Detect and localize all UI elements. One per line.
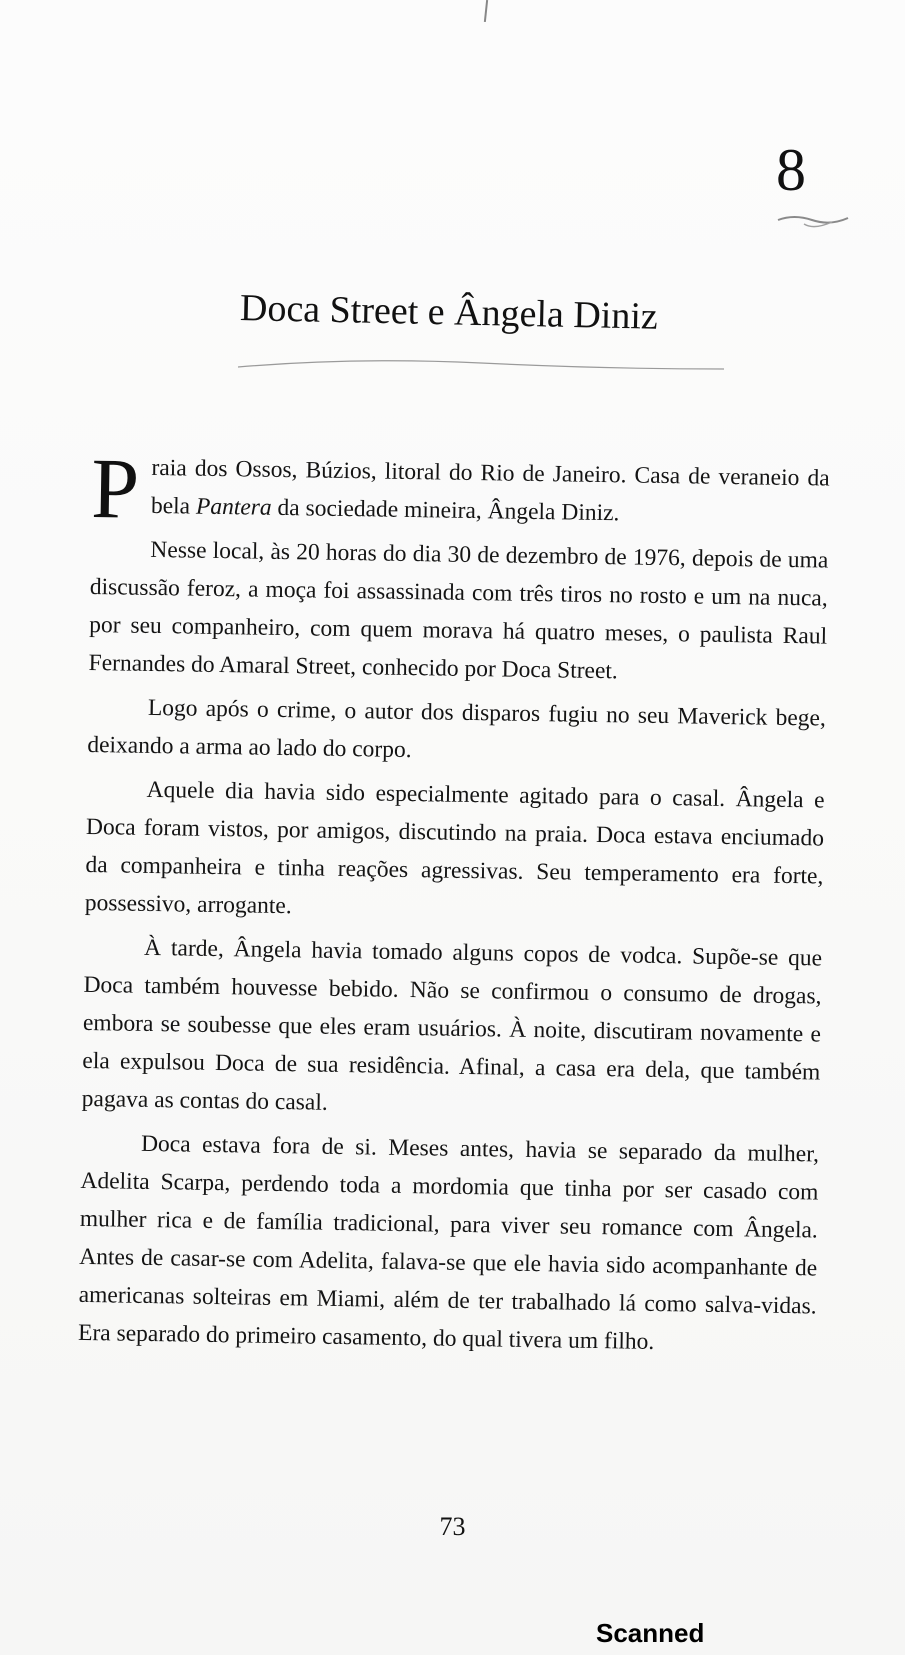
chapter-ornament (774, 208, 852, 234)
chapter-number: 8 (776, 137, 806, 203)
paragraph-1 (90, 440, 830, 537)
title-underline (236, 355, 726, 377)
scanned-watermark: Scanned (596, 1618, 705, 1648)
chapter-title-text: Doca Street e Ângela Diniz (239, 287, 659, 338)
paragraph-4: Aquele dia havia sido especialmente agitado para o casal. Ângela e Doca foram vistos, por amigos, discutindo na praia. Doca estava enciumado da companheira e tinha reações agressivas. Seu temperamento era forte, possessivo, arrogante. (84, 776, 825, 920)
binding-mark (484, 0, 488, 22)
paragraph-3: Logo após o crime, o autor dos disparos fugiu no seu Maverick bege, deixando a arma ao lado do corpo. (87, 694, 827, 764)
paragraph-5: À tarde, Ângela havia tomado alguns copos de vodca. Supõe-se que Doca também houvesse bebido. Não se confirmou o consumo de drogas, embora se soubesse que eles eram usuários. À noite, discutiram novamente e ela expulsou Doca de sua residência. Afinal, a casa era dela, que também pagava as contas do casal. (81, 934, 823, 1116)
chapter-title (240, 288, 721, 340)
paragraph-1-text-end: da sociedade mineira, Ângela Diniz. (271, 494, 620, 527)
paragraph-6: Doca estava fora de si. Meses antes, havia se separado da mulher, Adelita Scarpa, perdendo toda a mordomia que tinha por ser casado com mulher rica e de família tradicional, para viver seu romance com Ângela. Antes de casar-se com Adelita, falava-se que ele havia sido acompanhante de americanas solteiras em Miami, além de ter trabalhado lá como salva-vidas. Era separado do primeiro casamento, do qual tivera um filho. (77, 1130, 820, 1355)
paragraph-2: Nesse local, às 20 horas do dia 30 de dezembro de 1976, depois de uma discussão feroz, a moça foi assassinada com três tiros no rosto e um na nuca, por seu companheiro, com quem morava há quatro meses, o paulista Raul Fernandes do Amaral Street, conhecido por Doca Street. (88, 536, 829, 685)
paragraph-1-text: raia dos Ossos, Búzios, litoral do Rio de Janeiro. Casa de veraneio da bela (150, 454, 830, 520)
page-number: 73 (439, 1512, 466, 1541)
paragraph-1-italic: Pantera (195, 493, 272, 521)
drop-cap: P (90, 440, 140, 537)
body-text (77, 440, 830, 1369)
